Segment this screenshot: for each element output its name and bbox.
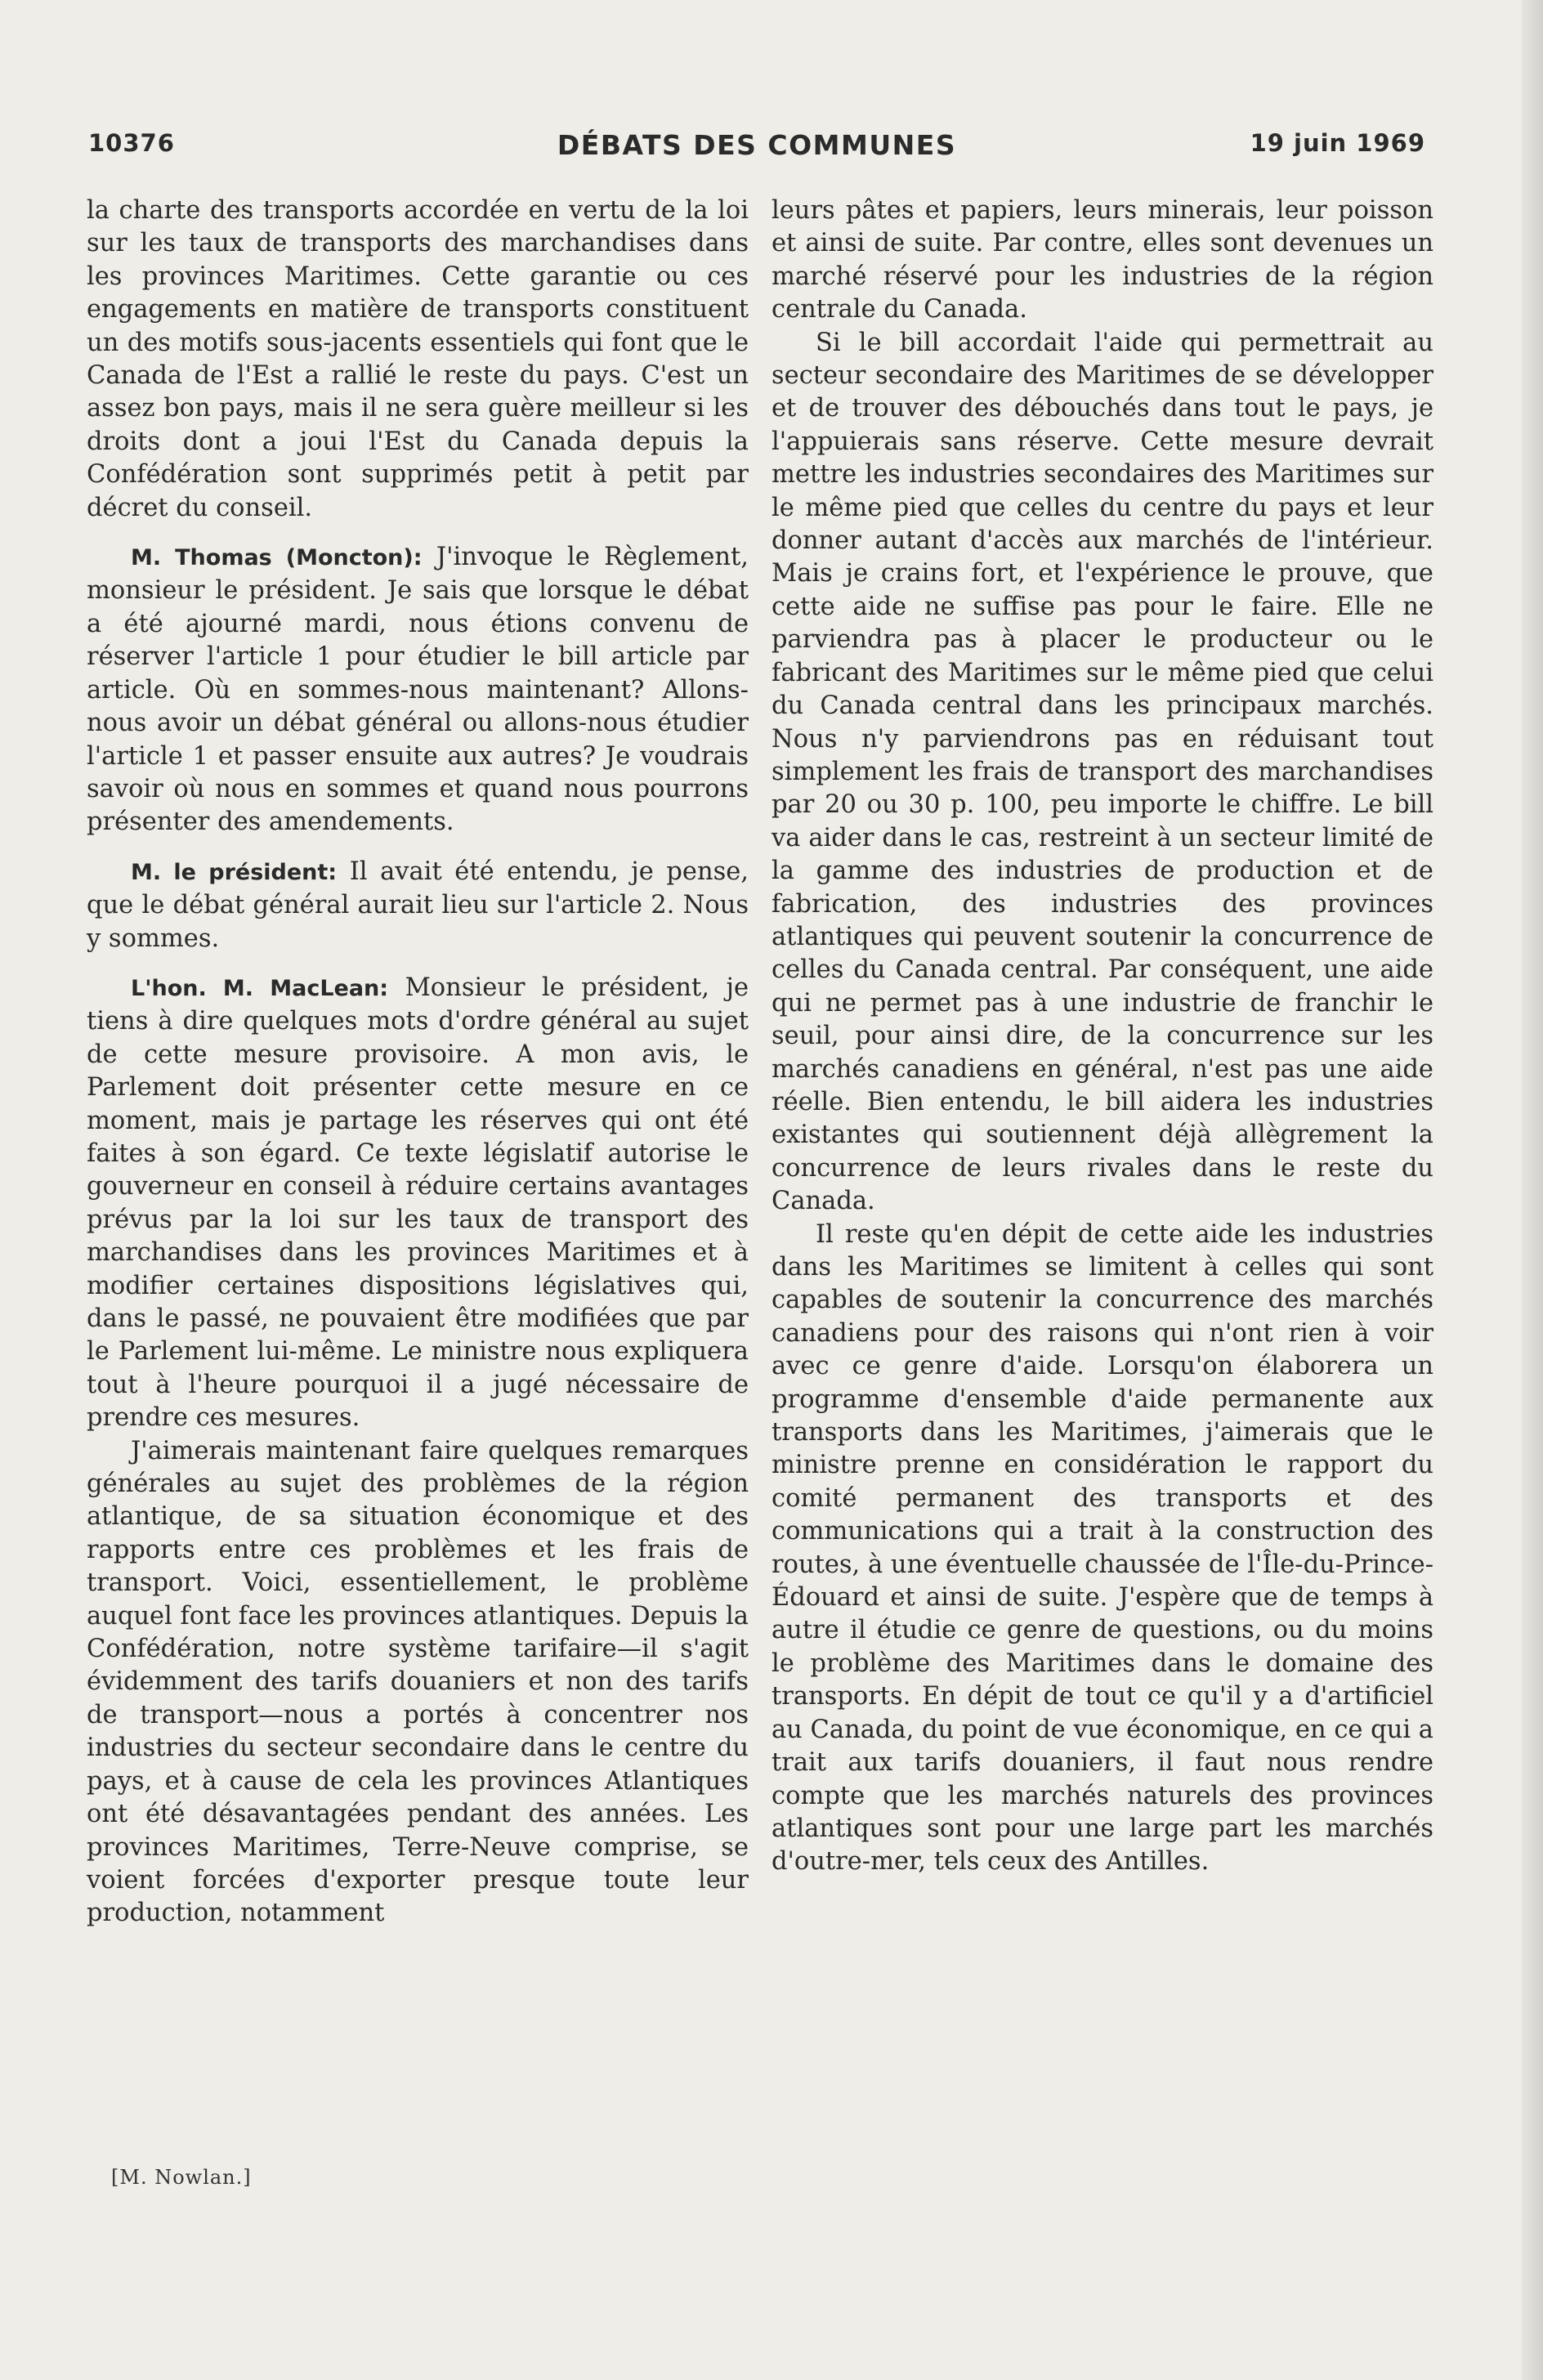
speech-paragraph — [87, 972, 749, 1435]
page-number: 10376 — [88, 129, 175, 157]
page-header — [88, 129, 1425, 170]
speech-text: J'invoque le Règlement, monsieur le président. Je sais que lorsque le débat a été ajourné mardi, nous étions convenu de réserver l'article 1 pour étudier le bill article par article. Où en sommes-nous maintenant? Allons-nous avoir un débat général ou allons-nous étudier l'article 1 et passer ensuite aux autres? Je voudrais savoir où nous en sommes et quand nous pourrons présenter des amendements. — [87, 543, 749, 837]
speaker-name: L'hon. M. MacLean: — [131, 975, 389, 1001]
right-column — [772, 195, 1433, 1879]
speaker-name: M. le président: — [131, 859, 338, 885]
speaker-name: M. Thomas (Moncton): — [131, 545, 423, 571]
publication-title: DÉBATS DES COMMUNES — [557, 129, 957, 161]
speaker-footnote: [M. Nowlan.] — [111, 2166, 252, 2189]
speech-paragraph — [87, 541, 749, 839]
paragraph: J'aimerais maintenant faire quelques remarques générales au sujet des problèmes de la région atlantique, de sa situation économique et des rapports entre ces problèmes et les frais de transport. Voici, essentiellement, le problème auquel font face les provinces atlantiques. Depuis la Confédération, notre système tarifaire—il s'agit évidemment des tarifs douaniers et non des tarifs de transport—nous a portés à concentrer nos industries du secteur secondaire dans le centre du pays, et à cause de cela les provinces Atlantiques ont été désavantagées pendant des années. Les provinces Maritimes, Terre-Neuve comprise, se voient forcées d'exporter presque toute leur production, notamment — [87, 1436, 749, 1928]
paragraph: leurs pâtes et papiers, leurs minerais, leur poisson et ainsi de suite. Par contre, elles sont devenues un marché réservé pour les industries de la région centrale du Canada. — [772, 196, 1433, 324]
paragraph: Il reste qu'en dépit de cette aide les industries dans les Maritimes se limitent à celles qui sont capables de soutenir la concurrence des marchés canadiens pour des raisons qui n'ont rien à voir avec ce genre d'aide. Lorsqu'on élaborera un programme d'ensemble d'aide permanente aux transports dans les Maritimes, j'aimerais que le ministre prenne en considération le rapport du comité permanent des transports et des communications qui a trait à la construction des routes, à une éventuelle chaussée de l'Île-du-Prince-Édouard et ainsi de suite. J'espère que de temps à autre il étudie ce genre de questions, ou du moins le problème des Maritimes dans le domaine des transports. En dépit de tout ce qu'il y a d'artificiel au Canada, du point de vue économique, en ce qui a trait aux tarifs douaniers, il faut nous rendre compte que les marchés naturels des provinces atlantiques sont pour une large part les marchés d'outre-mer, tels ceux des Antilles. — [772, 1219, 1433, 1877]
page-edge-shadow — [1522, 0, 1543, 2380]
paragraph: la charte des transports accordée en vertu de la loi sur les taux de transports des marchandises dans les provinces Maritimes. Cette garantie ou ces engagements en matière de transports constituent un des motifs sous-jacents essentiels qui font que le Canada de l'Est a rallié le reste du pays. C'est un assez bon pays, mais il ne sera guère meilleur si les droits dont a joui l'Est du Canada depuis la Confédération sont supprimés petit à petit par décret du conseil. — [87, 196, 749, 522]
speech-paragraph — [87, 856, 749, 955]
left-column — [87, 195, 749, 1930]
paragraph: Si le bill accordait l'aide qui permettrait au secteur secondaire des Maritimes de se développer et de trouver des débouchés dans tout le pays, je l'appuierais sans réserve. Cette mesure devrait mettre les industries secondaires des Maritimes sur le même pied que celles du centre du pays et leur donner autant d'accès aux marchés de l'intérieur. Mais je crains fort, et l'expérience le prouve, que cette aide ne suffise pas pour le faire. Elle ne parviendra pas à placer le producteur ou le fabricant des Maritimes sur le même pied que celui du Canada central dans les principaux marchés. Nous n'y parviendrons pas en réduisant tout simplement les frais de transport des marchandises par 20 ou 30 p. 100, peu importe le chiffre. Le bill va aider dans le cas, restreint à un secteur limité de la gamme des industries de production et de fabrication, des industries des provinces atlantiques qui peuvent soutenir la concurrence de celles du Canada central. Par conséquent, une aide qui ne permet pas à une industrie de franchir le seuil, pour ainsi dire, de la concurrence sur les marchés canadiens en général, n'est pas une aide réelle. Bien entendu, le bill aidera les industries existantes qui soutiennent déjà allègrement la concurrence de leurs rivales dans le reste du Canada. — [772, 328, 1433, 1216]
speech-text: Monsieur le président, je tiens à dire quelques mots d'ordre général au sujet de cette mesure provisoire. A mon avis, le Parlement doit présenter cette mesure en ce moment, mais je partage les réserves qui ont été faites à son égard. Ce texte législatif autorise le gouverneur en conseil à réduire certains avantages prévus par la loi sur les taux de transport des marchandises dans les provinces Maritimes et à modifier certaines dispositions législatives qui, dans le passé, ne pouvaient être modifiées que par le Parlement lui-même. Le ministre nous expliquera tout à l'heure pourquoi il a jugé nécessaire de prendre ces mesures. — [87, 973, 749, 1433]
speech-text: Il avait été entendu, je pense, que le débat général aurait lieu sur l'article 2. Nous y sommes. — [87, 857, 749, 953]
publication-date: 19 juin 1969 — [1250, 129, 1425, 157]
